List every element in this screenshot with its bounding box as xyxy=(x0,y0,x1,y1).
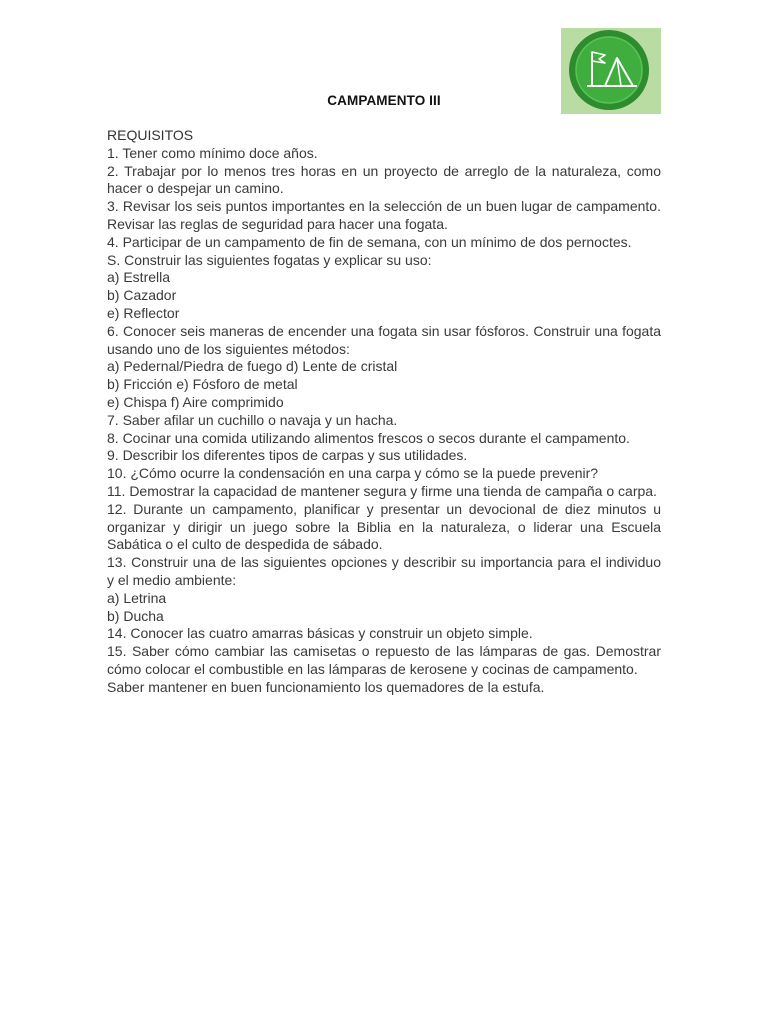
list-item: 11. Demostrar la capacidad de mantener segura y firme una tienda de campaña o carpa. xyxy=(107,482,657,499)
list-item: S. Construir las siguientes fogatas y explicar su uso: xyxy=(107,251,432,268)
list-item: 14. Conocer las cuatro amarras básicas y construir un objeto simple. xyxy=(107,625,533,642)
list-item: 9. Describir los diferentes tipos de carpas y sus utilidades. xyxy=(107,447,468,464)
list-item: 10. ¿Cómo ocurre la condensación en una carpa y cómo se la puede prevenir? xyxy=(107,465,599,482)
list-item: e) Reflector xyxy=(107,304,180,321)
requirements-heading: REQUISITOS xyxy=(107,127,194,143)
list-item: 6. Conocer seis maneras de encender una fogata sin usar fósforos. Construir una fogata usando uno de los siguientes métodos: xyxy=(107,322,661,357)
list-item: 8. Cocinar una comida utilizando alimentos frescos o secos durante el campamento. xyxy=(107,429,630,446)
list-item: Saber mantener en buen funcionamiento los quemadores de la estufa. xyxy=(107,678,545,695)
list-item: a) Letrina xyxy=(107,589,167,606)
page-title: CAMPAMENTO III xyxy=(327,93,441,108)
list-item: 4. Participar de un campamento de fin de semana, con un mínimo de dos pernoctes. xyxy=(107,233,632,250)
list-item: 12. Durante un campamento, planificar y presentar un devocional de diez minutos u organizar y dirigir un juego sobre la Biblia en la naturaleza, o liderar una Escuela Sabática o el culto de despedida de sábado. xyxy=(107,500,661,553)
list-item: e) Chispa f) Aire comprimido xyxy=(107,393,284,410)
list-item: b) Fricción e) Fósforo de metal xyxy=(107,376,298,393)
list-item: 13. Construir una de las siguientes opciones y describir su importancia para el individuo y el medio ambiente: xyxy=(107,554,661,588)
requirements-list xyxy=(107,127,661,697)
list-item: a) Estrella xyxy=(107,269,171,286)
list-item: b) Ducha xyxy=(107,607,164,624)
list-item: b) Cazador xyxy=(107,287,177,304)
list-item: 1. Tener como mínimo doce años. xyxy=(107,144,318,161)
list-item: 2. Trabajar por lo menos tres horas en un proyecto de arreglo de la naturaleza, como hacer o despejar un camino. xyxy=(107,162,661,197)
list-item: 15. Saber cómo cambiar las camisetas o repuesto de las lámparas de gas. Demostrar cómo colocar el combustible en las lámparas de kerosene y cocinas de campamento. xyxy=(107,643,661,677)
list-item: 7. Saber afilar un cuchillo o navaja y un hacha. xyxy=(107,411,398,428)
list-item: 3. Revisar los seis puntos importantes en la selección de un buen lugar de campamento. Revisar las reglas de seguridad para hacer una fogata. xyxy=(107,198,661,232)
list-item: a) Pedernal/Piedra de fuego d) Lente de cristal xyxy=(107,358,398,375)
